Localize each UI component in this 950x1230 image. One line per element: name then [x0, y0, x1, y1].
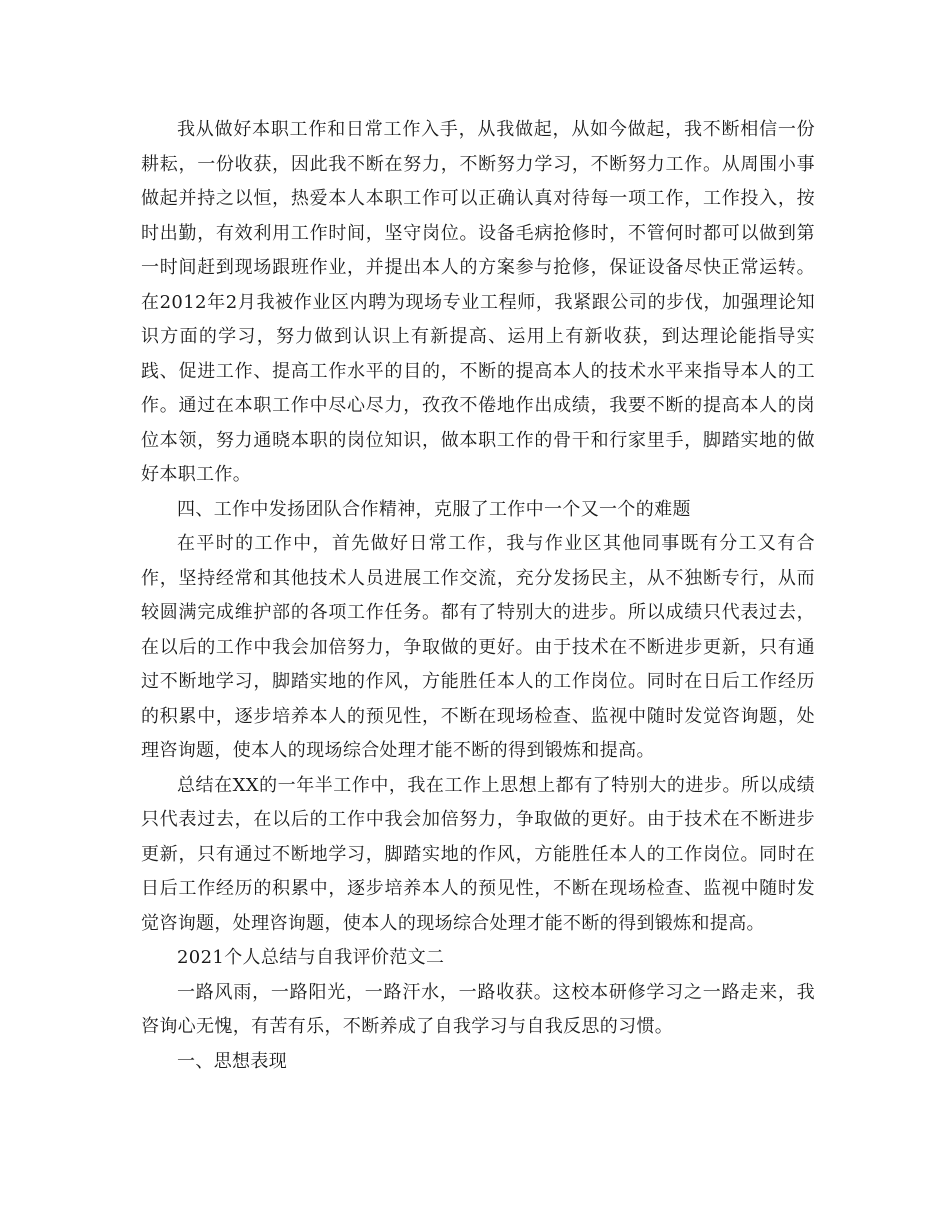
- paragraph-summary: 总结在XX的一年半工作中，我在工作上思想上都有了特别大的进步。所以成绩只代表过去，在以后的工作中我会加倍努力，争取做的更好。由于技术在不断进步更新，只有通过不断地学习，脚踏实地的作风，方能胜任本人的工作岗位。同时在日后工作经历的积累中，逐步培养本人的预见性，不断在现场检查、监视中随时发觉咨询题，处理咨询题，使本人的现场综合处理才能不断的得到锻炼和提高。: [141, 774, 815, 934]
- paragraph-work-attitude: 我从做好本职工作和日常工作入手，从我做起，从如今做起，我不断相信一份耕耘，一份收获，因此我不断在努力，不断努力学习，不断努力工作。从周围小事做起并持之以恒，热爱本人本职工作可以正确认真对待每一项工作，工作投入，按时出勤，有效利用工作时间，坚守岗位。设备毛病抢修时，不管何时都可以做到第一时间赶到现场跟班作业，并提出本人的方案参与抢修，保证设备尽快正常运转。在2012年2月我被作业区内聘为现场专业工程师，我紧跟公司的步伐，加强理论知识方面的学习，努力做到认识上有新提高、运用上有新收获，到达理论能指导实践、促进工作、提高工作水平的目的，不断的提高本人的技术水平来指导本人的工作。通过在本职工作中尽心尽力，孜孜不倦地作出成绩，我要不断的提高本人的岗位本领，努力通晓本职的岗位知识，做本职工作的骨干和行家里手，脚踏实地的做好本职工作。: [141, 119, 815, 485]
- section-heading-teamwork: 四、工作中发扬团队合作精神，克服了工作中一个又一个的难题: [177, 498, 691, 520]
- document-body: [141, 113, 815, 1079]
- section-heading-ideology: 一、思想表现: [177, 1050, 288, 1072]
- section-heading-sample-two: 2021个人总结与自我评价范文二: [177, 947, 445, 968]
- paragraph-study-reflection: 一路风雨，一路阳光，一路汗水，一路收获。这校本研修学习之一路走来，我咨询心无愧，有苦有乐，不断养成了自我学习与自我反思的习惯。: [141, 981, 815, 1037]
- paragraph-teamwork: 在平时的工作中，首先做好日常工作，我与作业区其他同事既有分工又有合作，坚持经常和其他技术人员进展工作交流，充分发扬民主，从不独断专行，从而较圆满完成维护部的各项工作任务。都有了特别大的进步。所以成绩只代表过去，在以后的工作中我会加倍努力，争取做的更好。由于技术在不断进步更新，只有通过不断地学习，脚踏实地的作风，方能胜任本人的工作岗位。同时在日后工作经历的积累中，逐步培养本人的预见性，不断在现场检查、监视中随时发觉咨询题，处理咨询题，使本人的现场综合处理才能不断的得到锻炼和提高。: [141, 533, 815, 761]
